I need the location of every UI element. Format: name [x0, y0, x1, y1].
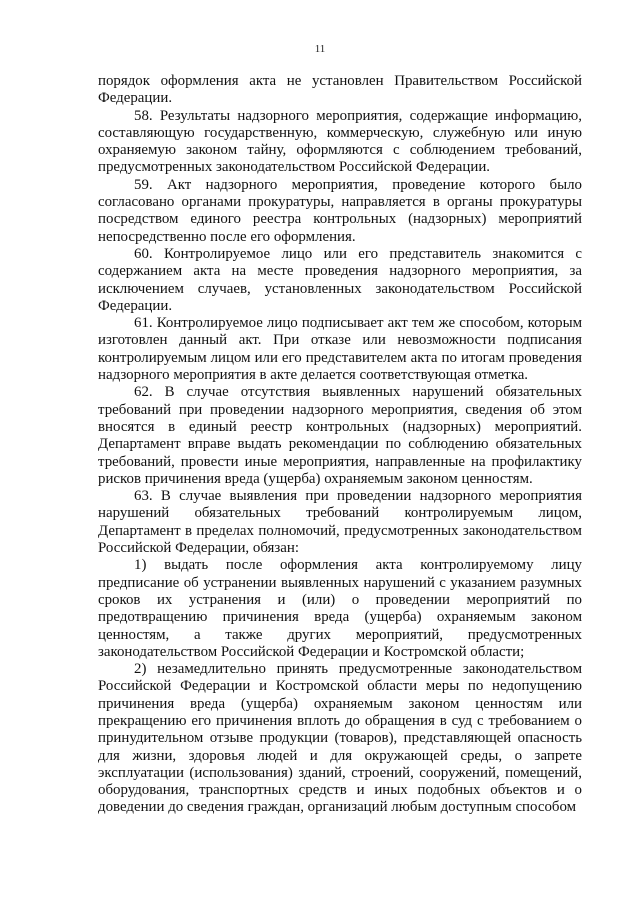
paragraph-59: 59. Акт надзорного мероприятия, проведение которого было согласовано органами прокуратуры, направляется в органы прокуратуры посредством единого реестра контрольных (надзорных) мероприятий непосредственно после его оформления.	[98, 176, 582, 245]
paragraph-continuation: порядок оформления акта не установлен Правительством Российской Федерации.	[98, 73, 582, 107]
list-item-1: 1) выдать после оформления акта контролируемому лицу предписание об устранении выявленных нарушений с указанием разумных сроков их устранения и (или) о проведении мероприятий по предотвращению причинения вреда (ущерба) охраняемым законом ценностям, а также других мероприятий, предусмотренных законодательством Российской Федерации и Костромской области;	[98, 557, 582, 660]
list-item-2: 2) незамедлительно принять предусмотренные законодательством Российской Федерации и Костромской области меры по недопущению причинения вреда (ущерба) охраняемым законом ценностям или прекращению его причинения вплоть до обращения в суд с требованием о принудительном отзыве продукции (товаров), представляющей опасность для жизни, здоровья людей и для окружающей среды, о запрете эксплуатации (использования) зданий, строений, сооружений, помещений, оборудования, транспортных средств и иных подобных объектов и о доведении до сведения граждан, организаций любым доступным способом	[98, 661, 582, 816]
page-body	[98, 73, 582, 817]
paragraph-60: 60. Контролируемое лицо или его представитель знакомится с содержанием акта на месте проведения надзорного мероприятия, за исключением случаев, установленных законодательством Российской Федерации.	[98, 245, 582, 314]
paragraph-62: 62. В случае отсутствия выявленных нарушений обязательных требований при проведении надзорного мероприятия, сведения об этом вносятся в единый реестр контрольных (надзорных) мероприятий. Департамент вправе выдать рекомендации по соблюдению обязательных требований, провести иные мероприятия, направленные на профилактику рисков причинения вреда (ущерба) охраняемым законом ценностям.	[98, 384, 582, 487]
page-number: 11	[314, 43, 326, 55]
paragraph-61: 61. Контролируемое лицо подписывает акт тем же способом, которым изготовлен данный акт. При отказе или невозможности подписания контролируемым лицом или его представителем акта по итогам проведения надзорного мероприятия в акте делается соответствующая отметка.	[98, 315, 582, 384]
paragraph-63: 63. В случае выявления при проведении надзорного мероприятия нарушений обязательных требований контролируемым лицом, Департамент в пределах полномочий, предусмотренных законодательством Российской Федерации, обязан:	[98, 488, 582, 557]
paragraph-58: 58. Результаты надзорного мероприятия, содержащие информацию, составляющую государственную, коммерческую, служебную или иную охраняемую законом тайну, оформляются с соблюдением требований, предусмотренных законодательством Российской Федерации.	[98, 107, 582, 176]
